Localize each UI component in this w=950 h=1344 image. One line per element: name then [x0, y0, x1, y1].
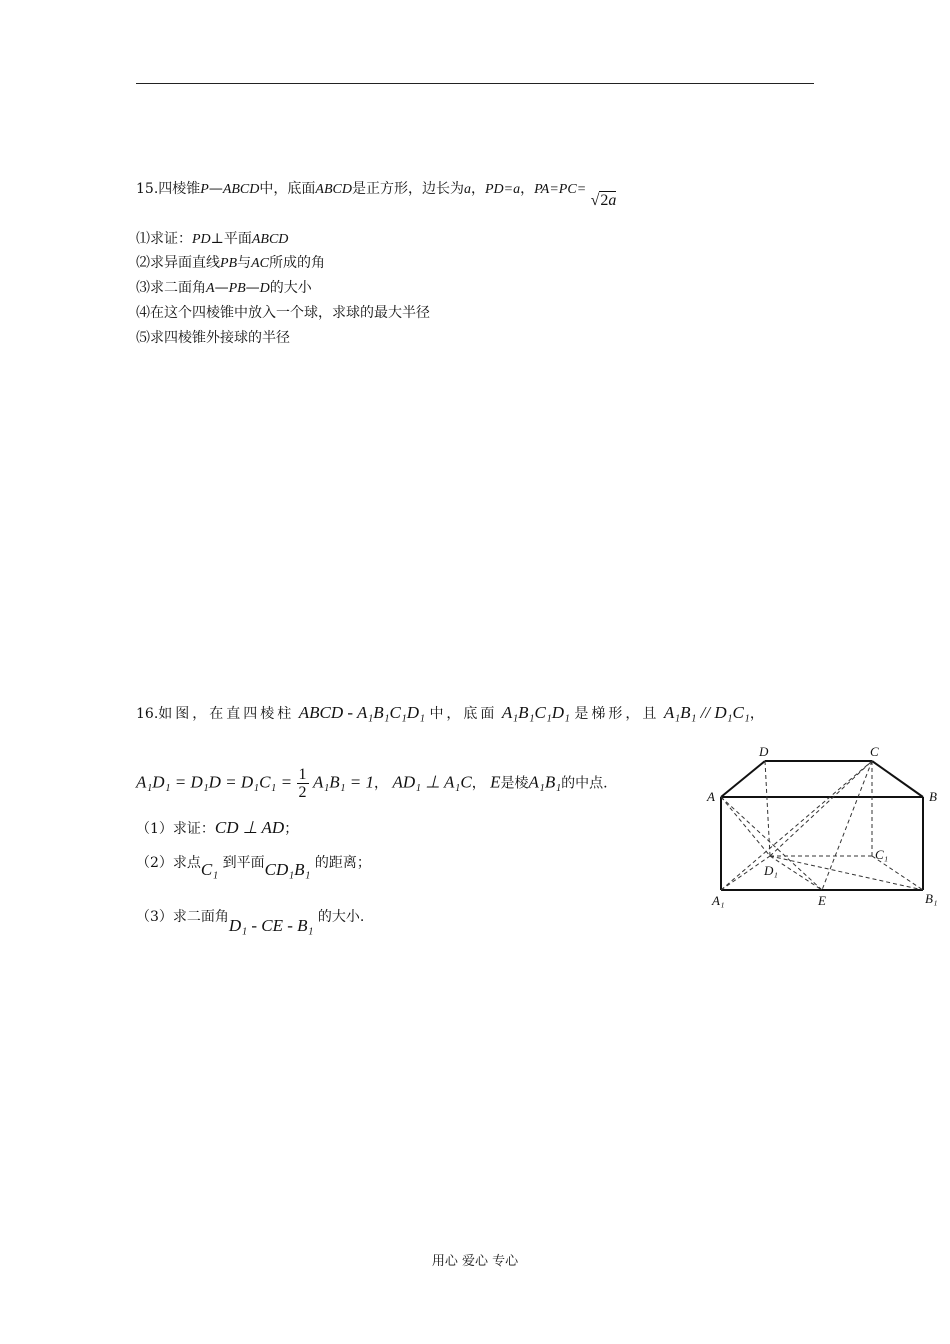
page-footer: 用心 爱心 专心: [431, 1254, 519, 1269]
sqrt-expression: √2a: [590, 192, 617, 209]
label-C: C: [870, 744, 879, 759]
seg-AD1: [721, 797, 770, 856]
prism-figure: [700, 740, 945, 910]
problem-15-q3: ⑶求二面角A—PB—D的大小: [136, 280, 312, 296]
label-E: E: [818, 893, 826, 908]
label-D1: D₁: [764, 863, 778, 878]
seg-D1C: [770, 761, 872, 856]
edge-AD: [721, 761, 765, 797]
fraction-one-half: $\frac{1}{2}$: [298, 766, 307, 801]
label-C1: C₁: [875, 847, 889, 862]
problem-16-q2: （2）求点C₁ 到平面CD₁B₁ 的距离；: [136, 855, 371, 879]
header-rule: [136, 83, 814, 84]
problem-15-q1: ⑴求证：PD⊥平面ABCD: [136, 231, 289, 247]
edge-A1D1: [721, 856, 770, 890]
problem-15-q4: ⑷在这个四棱锥中放入一个球，求球的最大半径: [136, 305, 430, 321]
seg-D1B1: [770, 856, 923, 890]
label-A: A: [707, 789, 715, 804]
seg-A1C: [721, 761, 872, 890]
label-B: B: [929, 789, 937, 804]
problem-15-q2: ⑵求异面直线PB与AC所成的角: [136, 255, 325, 271]
problem-15-q5: ⑸求四棱锥外接球的半径: [136, 330, 290, 346]
problem-16-conditions: A₁D₁ = D₁D = D₁C₁ = $\frac{1}{2}$ A₁B₁ = 1， AD₁ ⊥ A₁C， E是棱A₁B₁的中点.: [136, 766, 608, 801]
label-A1: A₁: [712, 893, 725, 908]
problem-16-q1: （1）求证：CD ⊥ AD；: [136, 818, 299, 837]
seg-CE: [822, 761, 872, 890]
problem-16-q3: （3）求二面角D₁ - CE - B₁ 的大小.: [136, 909, 365, 935]
label-B1: B₁: [925, 891, 938, 906]
problem-16-statement: 16.如图，在直四棱柱 ABCD - A₁B₁C₁D₁ 中，底面 A₁B₁C₁D₁ 是梯形，且 A₁B₁ // D₁C₁，: [136, 703, 764, 722]
label-D: D: [759, 744, 769, 759]
edge-CB: [872, 761, 923, 797]
problem-15-statement: 15.四棱锥P—ABCD中，底面ABCD是正方形，边长为a，PD=a，PA=PC= √2a: [136, 181, 617, 209]
